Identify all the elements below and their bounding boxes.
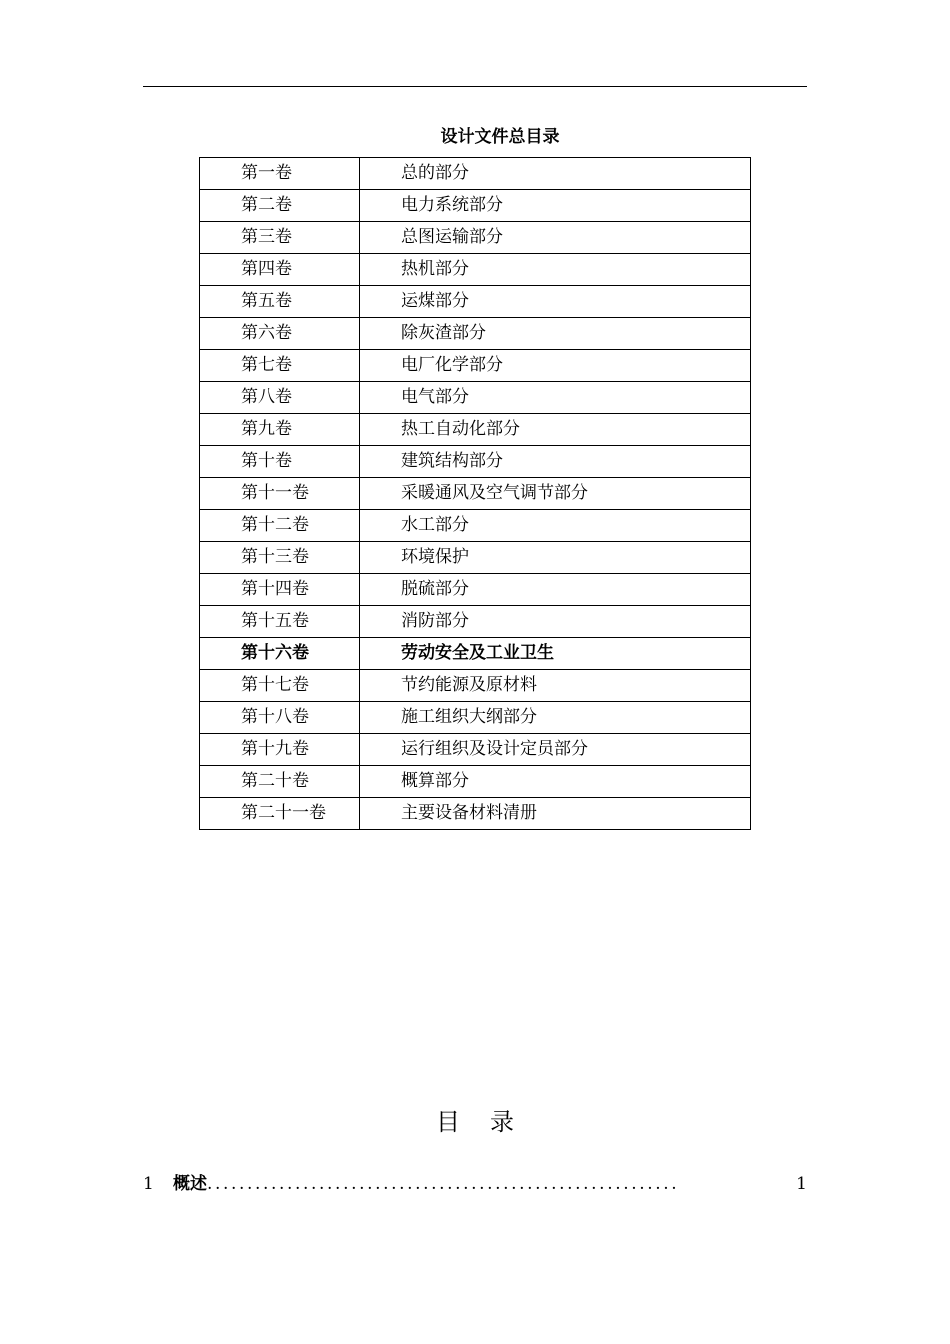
table-row <box>200 446 751 478</box>
toc-entry-number: 1 <box>143 1174 154 1194</box>
volume-number-cell: 第十八卷 <box>200 702 360 734</box>
table-row <box>200 350 751 382</box>
volume-name-cell: 总图运输部分 <box>360 222 751 254</box>
table-row <box>200 222 751 254</box>
toc-entry-title[interactable]: 概述 <box>173 1174 207 1194</box>
volume-name-cell: 热机部分 <box>360 254 751 286</box>
volume-number-cell: 第十四卷 <box>200 574 360 606</box>
volume-number-cell: 第二十卷 <box>200 766 360 798</box>
table-row <box>200 158 751 190</box>
volume-number-cell: 第十五卷 <box>200 606 360 638</box>
volume-index-title: 设计文件总目录 <box>440 127 560 147</box>
volume-number-cell: 第二卷 <box>200 190 360 222</box>
volume-number-cell: 第十三卷 <box>200 542 360 574</box>
table-row <box>200 670 751 702</box>
table-row <box>200 414 751 446</box>
volume-index-table <box>199 157 751 830</box>
volume-name-cell: 环境保护 <box>360 542 751 574</box>
volume-name-cell: 劳动安全及工业卫生 <box>360 638 751 670</box>
table-row-highlighted <box>200 638 751 670</box>
volume-number-cell: 第十七卷 <box>200 670 360 702</box>
volume-name-cell: 热工自动化部分 <box>360 414 751 446</box>
table-row <box>200 286 751 318</box>
volume-name-cell: 电厂化学部分 <box>360 350 751 382</box>
volume-number-cell: 第二十一卷 <box>200 798 360 830</box>
header-rule <box>143 86 807 87</box>
toc-heading: 目录 <box>436 1108 544 1136</box>
table-row <box>200 510 751 542</box>
volume-number-cell: 第八卷 <box>200 382 360 414</box>
volume-number-cell: 第六卷 <box>200 318 360 350</box>
volume-name-cell: 概算部分 <box>360 766 751 798</box>
volume-number-cell: 第十卷 <box>200 446 360 478</box>
volume-name-cell: 采暖通风及空气调节部分 <box>360 478 751 510</box>
volume-name-cell: 运行组织及设计定员部分 <box>360 734 751 766</box>
toc-leader-dots: ........................................................... <box>207 1174 680 1194</box>
toc-entry-page: 1 <box>796 1174 807 1194</box>
volume-name-cell: 施工组织大纲部分 <box>360 702 751 734</box>
volume-number-cell: 第四卷 <box>200 254 360 286</box>
table-row <box>200 254 751 286</box>
table-row <box>200 734 751 766</box>
toc-entry[interactable] <box>143 1170 807 1198</box>
volume-number-cell: 第十一卷 <box>200 478 360 510</box>
table-row <box>200 318 751 350</box>
volume-name-cell: 水工部分 <box>360 510 751 542</box>
volume-number-cell: 第一卷 <box>200 158 360 190</box>
volume-number-cell: 第七卷 <box>200 350 360 382</box>
volume-number-cell: 第五卷 <box>200 286 360 318</box>
volume-number-cell: 第九卷 <box>200 414 360 446</box>
volume-name-cell: 除灰渣部分 <box>360 318 751 350</box>
volume-name-cell: 电力系统部分 <box>360 190 751 222</box>
table-row <box>200 382 751 414</box>
volume-number-cell: 第十九卷 <box>200 734 360 766</box>
table-row <box>200 766 751 798</box>
table-row <box>200 702 751 734</box>
table-row <box>200 478 751 510</box>
volume-name-cell: 电气部分 <box>360 382 751 414</box>
volume-name-cell: 脱硫部分 <box>360 574 751 606</box>
volume-number-cell: 第三卷 <box>200 222 360 254</box>
volume-name-cell: 建筑结构部分 <box>360 446 751 478</box>
volume-name-cell: 总的部分 <box>360 158 751 190</box>
volume-number-cell: 第十六卷 <box>200 638 360 670</box>
volume-name-cell: 节约能源及原材料 <box>360 670 751 702</box>
table-row <box>200 542 751 574</box>
volume-number-cell: 第十二卷 <box>200 510 360 542</box>
table-row <box>200 798 751 830</box>
table-row <box>200 574 751 606</box>
volume-name-cell: 运煤部分 <box>360 286 751 318</box>
table-row <box>200 606 751 638</box>
volume-name-cell: 消防部分 <box>360 606 751 638</box>
volume-name-cell: 主要设备材料清册 <box>360 798 751 830</box>
table-row <box>200 190 751 222</box>
